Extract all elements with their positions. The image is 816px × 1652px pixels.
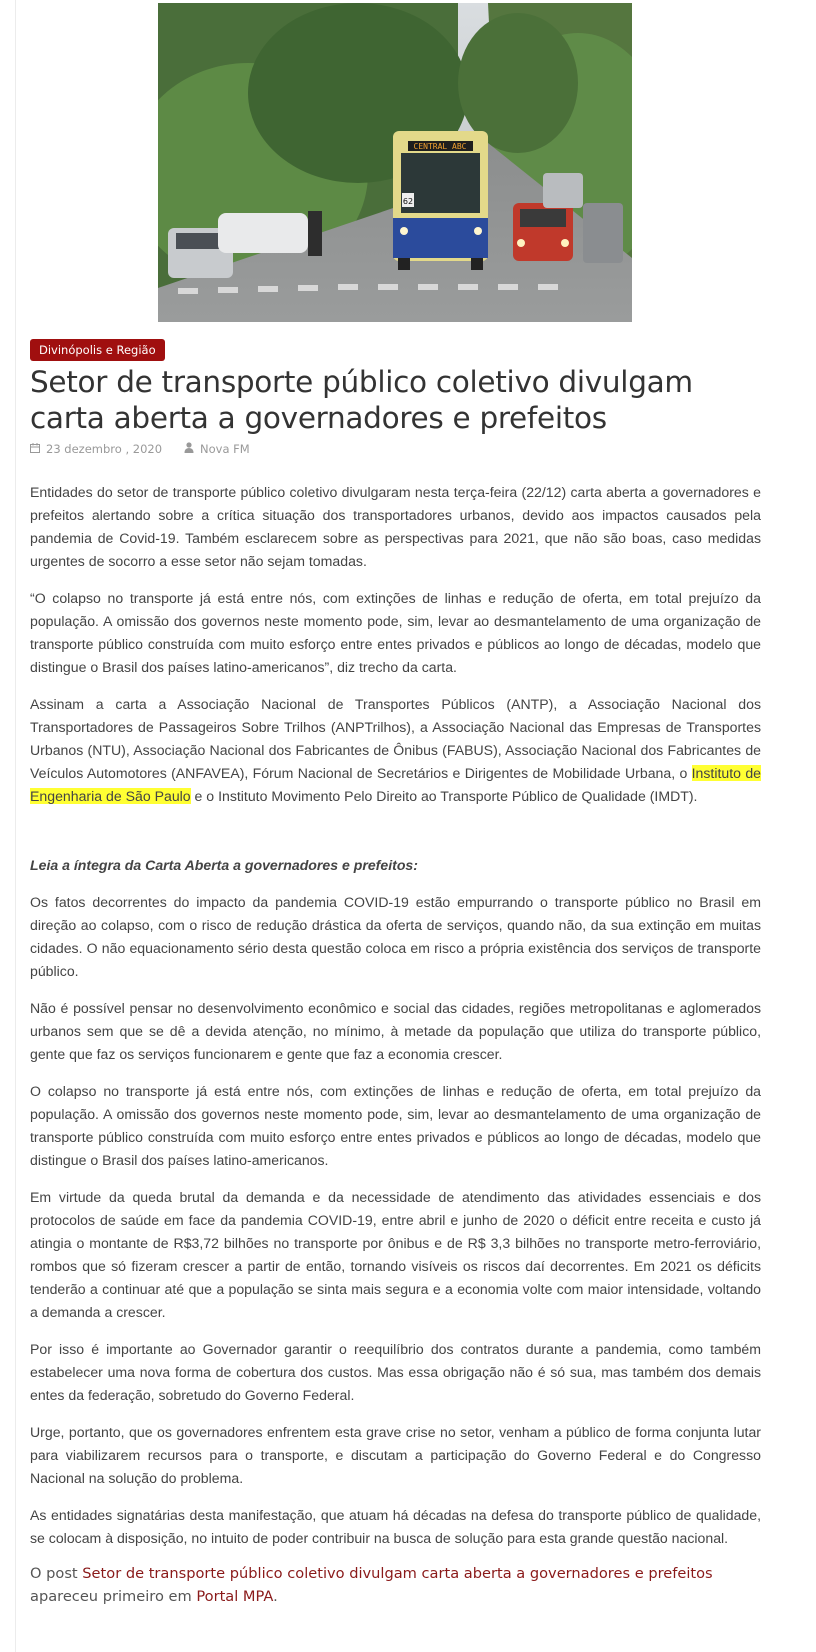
calendar-icon [30, 442, 40, 456]
post-author[interactable]: Nova FM [200, 442, 250, 456]
post-date[interactable]: 23 dezembro , 2020 [46, 442, 163, 456]
paragraph: “O colapso no transporte já está entre nós, com extinções de linhas e redução de oferta, em total prejuízo da população. A omissão dos governos neste momento pode, sim, levar ao desmantelamento de uma organização de transporte público construída com muito esforço entre entes privados e públicos ao longo de décadas, modelo que distingue o Brasil dos países latino-americanos”, diz trecho da carta. [30, 590, 761, 675]
paragraph: Por isso é importante ao Governador garantir o reequilíbrio dos contratos durante a pandemia, como também estabelecer uma nova forma de cobertura dos custos. Mas essa obrigação não é só sua, mas também dos demais entes da federação, sobretudo do Governo Federal. [30, 1341, 761, 1403]
category-badge[interactable]: Divinópolis e Região [30, 339, 165, 361]
svg-text:CENTRAL ABC: CENTRAL ABC [413, 142, 467, 151]
highlighted-text: Instituto de Engenharia de São Paulo [30, 765, 761, 804]
footer-text: O post [30, 1565, 83, 1582]
paragraph: Os fatos decorrentes do impacto da pandemia COVID-19 estão empurrando o transporte público no Brasil em direção ao colapso, com o risco de redução drástica da oferta de serviços, quando não, da sua extinção em muitas cidades. O não equacionamento sério desta questão coloca em risco a própria existência dos serviços de transporte público. [30, 894, 761, 979]
text: e o Instituto Movimento Pelo Direito ao Transporte Público de Qualidade (IMDT). [190, 788, 698, 804]
paragraph: Urge, portanto, que os governadores enfrentem esta grave crise no setor, venham a público de forma conjunta lutar para viabilizarem recursos para o transporte, e discutam a participação do Governo Federal e do Congresso Nacional na solução do problema. [30, 1424, 761, 1486]
site-link[interactable]: Portal MPA [196, 1588, 274, 1605]
text: Assinam a carta a Associação Nacional de Transportes Públicos (ANTP), a Associação Nacional dos Transportadores de Passageiros Sobre Trilhos (ANPTrilhos), a Associação Nacional das Empresas de Transportes Urbanos (NTU), Associação Nacional dos Fabricantes de Ônibus (FABUS), Associação Nacional dos Fabricantes de Veículos Automotores (ANFAVEA), Fórum Nacional de Secretários e Dirigentes de Mobilidade Urbana, o [30, 696, 761, 781]
post-meta [30, 442, 250, 456]
article-title: Setor de transporte público coletivo divulgam carta aberta a governadores e prefeitos [30, 365, 693, 435]
paragraph: Entidades do setor de transporte público coletivo divulgaram nesta terça-feira (22/12) carta aberta a governadores e prefeitos alertando sobre a crítica situação dos transportadores urbanos, devido aos impactos causados pela pandemia de Covid-19. Também esclarecem sobre as perspectivas para 2021, que não são boas, caso medidas urgentes de socorro a esse setor não sejam tomadas. [30, 484, 761, 569]
lead-heading: Leia a íntegra da Carta Aberta a governadores e prefeitos: [30, 857, 418, 873]
paragraph: As entidades signatárias desta manifestação, que atuam há décadas na defesa do transporte público de qualidade, se colocam à disposição, no intuito de poder contribuir na busca de solução para esta grande questão nacional. [30, 1507, 761, 1546]
svg-text:62: 62 [402, 197, 414, 206]
footer-text: apareceu primeiro em [30, 1588, 197, 1605]
paragraph: Em virtude da queda brutal da demanda e da necessidade de atendimento das atividades essenciais e dos protocolos de saúde em face da pandemia COVID-19, entre abril e junho de 2020 o déficit entre receita e custo já atingia o montante de R$3,72 bilhões no transporte por ônibus e de R$ 3,3 bilhões no transporte metro-ferroviário, rombos que só fizeram crescer a partir de então, tornando visíveis os riscos daí decorrentes. Em 2021 os déficits tenderão a continuar até que a população se sinta mais segura e a economia volte com maior intensidade, voltando a demanda a crescer. [30, 1189, 761, 1320]
paragraph: Não é possível pensar no desenvolvimento econômico e social das cidades, regiões metropolitanas e aglomerados urbanos sem que se dê a devida atenção, no mínimo, à metade da população que utiliza do transporte público, gente que faz os serviços funcionarem e gente que faz a economia crescer. [30, 1000, 761, 1062]
source-footer [30, 1562, 761, 1608]
paragraph: O colapso no transporte já está entre nós, com extinções de linhas e redução de oferta, em total prejuízo da população. A omissão dos governos neste momento pode, sim, levar ao desmantelamento de uma organização de transporte público construída com muito esforço entre entes privados e públicos ao longo de décadas, modelo que distingue o Brasil dos países latino-americanos. [30, 1083, 761, 1168]
hero-image[interactable] [158, 3, 632, 322]
article-body [30, 481, 761, 1622]
footer-text: . [273, 1588, 278, 1605]
paragraph-signatories [30, 693, 761, 808]
user-icon [184, 442, 194, 456]
post-link[interactable]: Setor de transporte público coletivo divulgam carta aberta a governadores e prefeitos [82, 1565, 713, 1582]
